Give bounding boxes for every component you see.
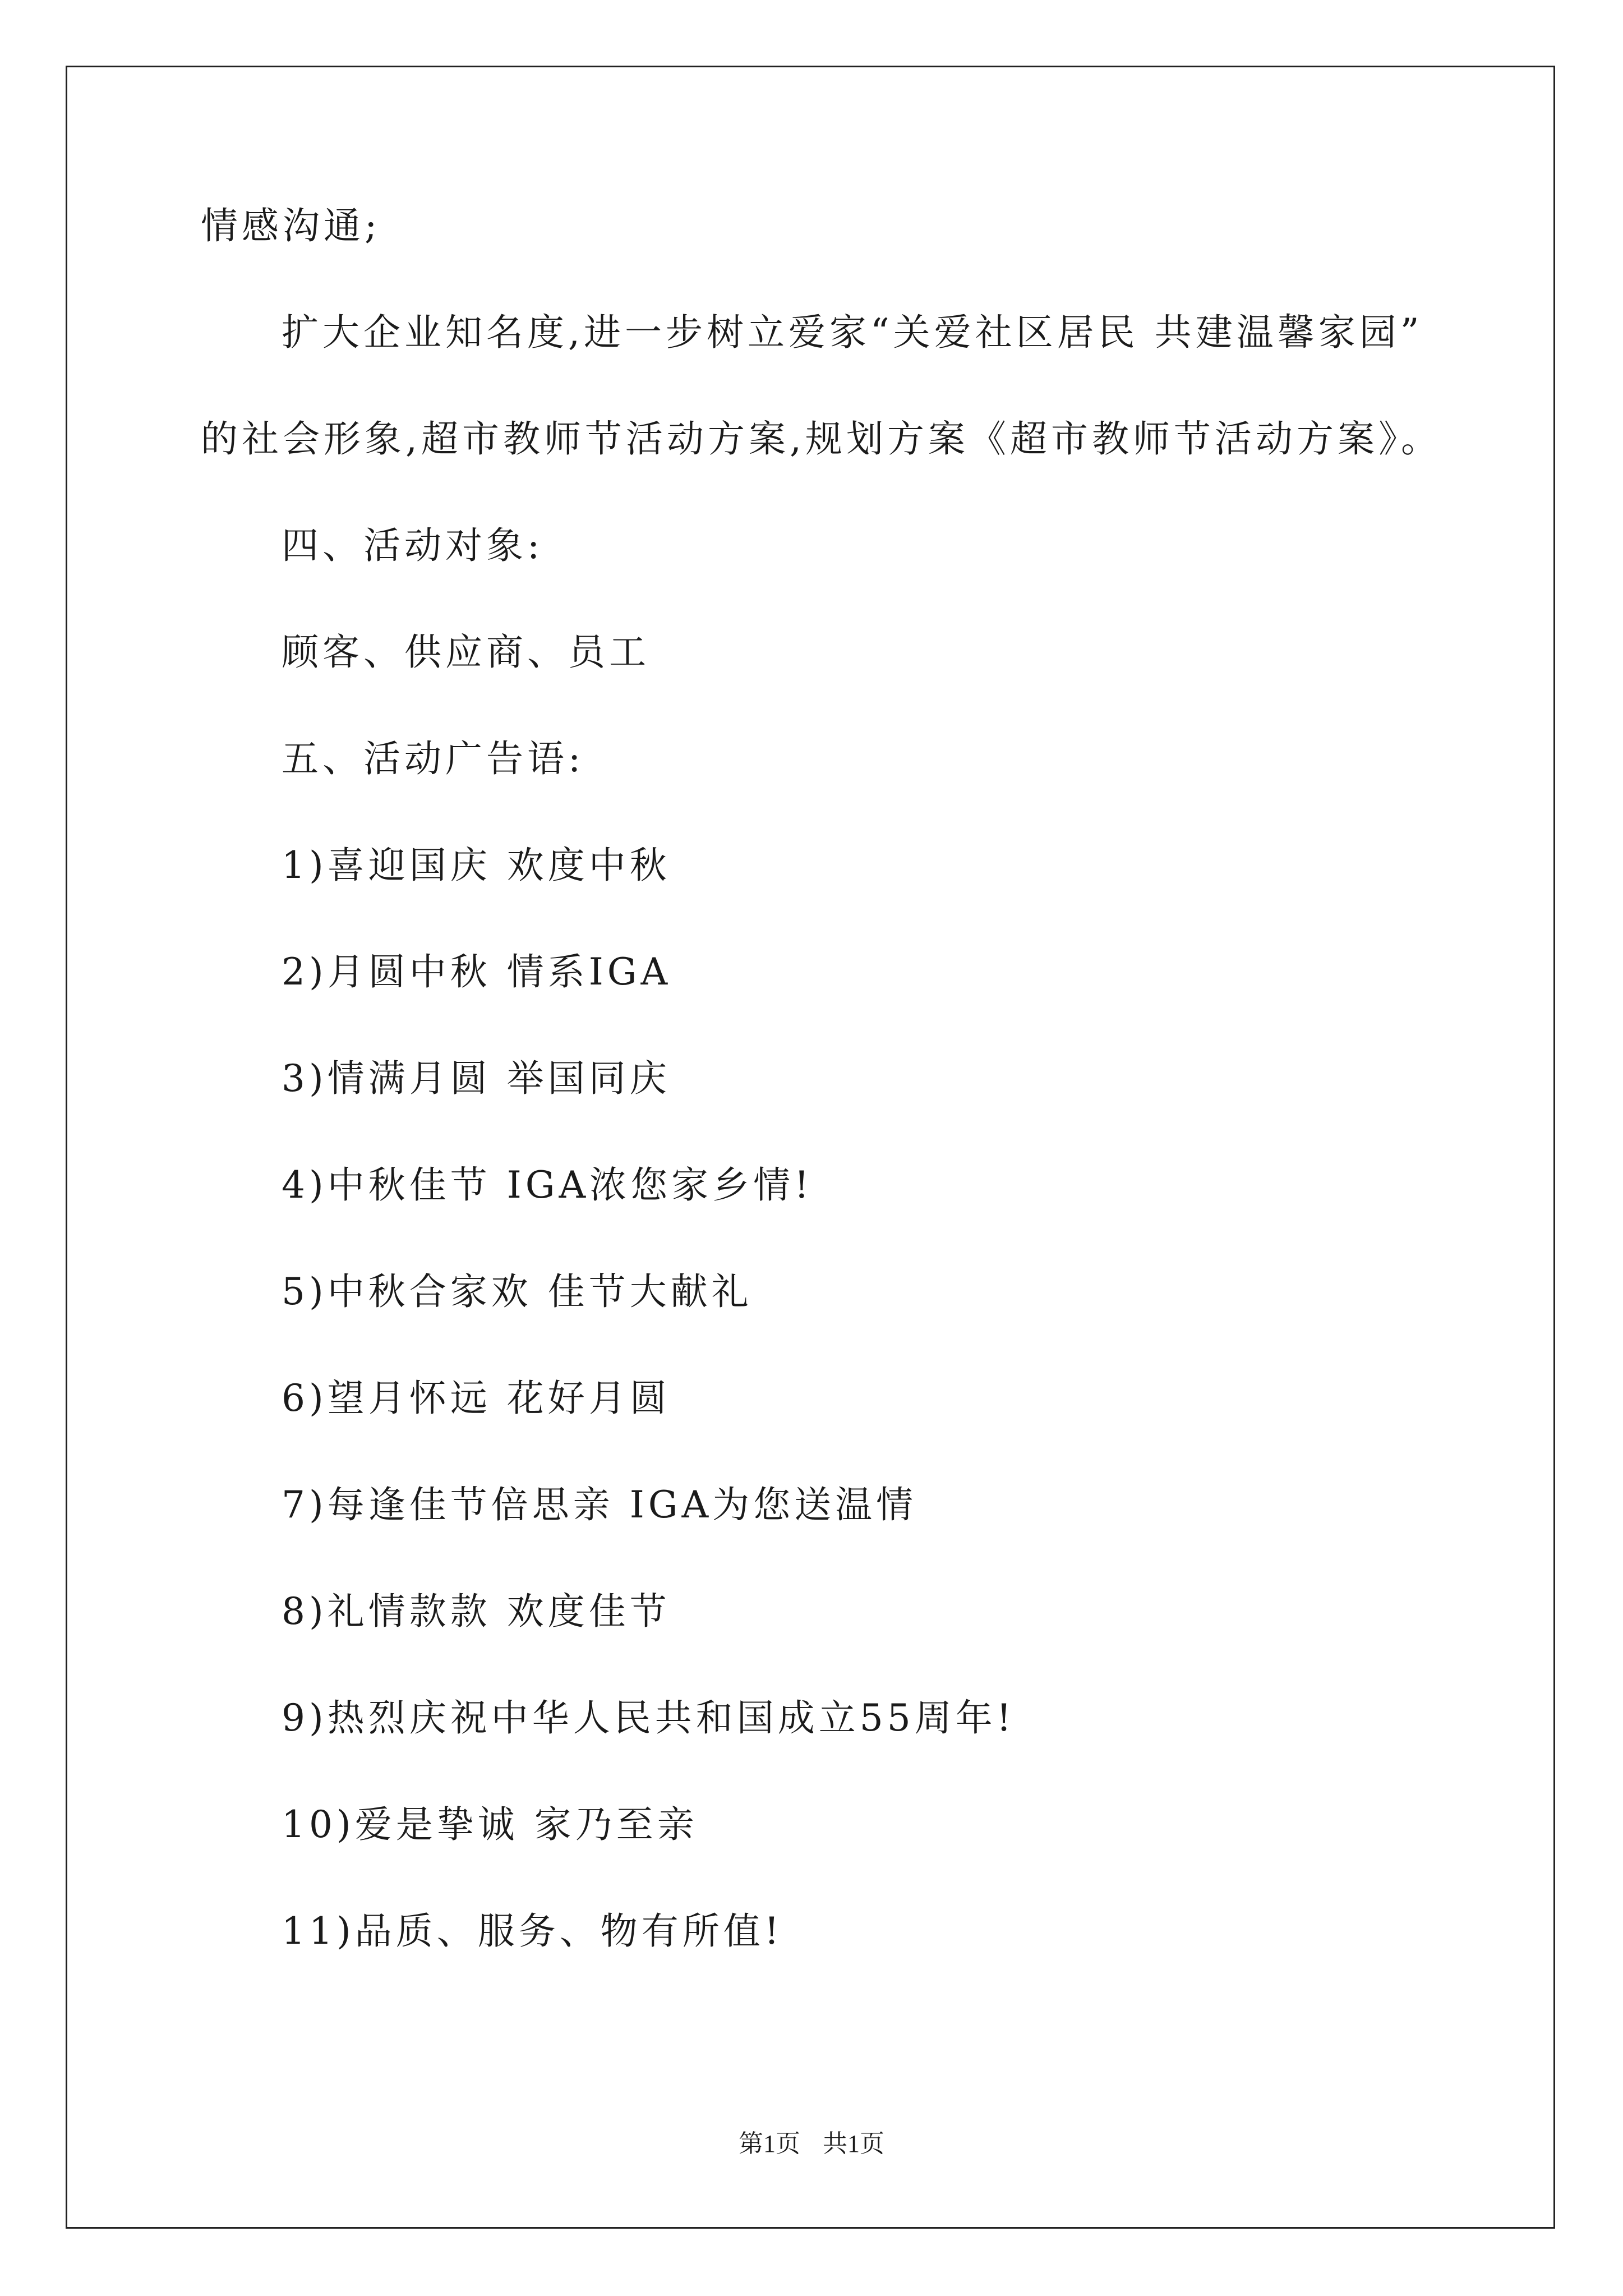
list-item: 2)月圆中秋 情系IGA: [282, 950, 672, 993]
paragraph-line: 情感沟通;: [201, 204, 381, 247]
page-border: [66, 66, 1555, 2229]
list-item: 6)望月怀远 花好月圆: [282, 1377, 671, 1420]
list-item: 5)中秋合家欢 佳节大献礼: [282, 1270, 753, 1313]
page-number-total: 共1页: [823, 2130, 884, 2157]
paragraph-line: 扩大企业知名度,进一步树立爱家“关爱社区居民 共建温馨家园”: [282, 311, 1423, 354]
section-heading: 五、活动广告语:: [282, 737, 585, 780]
paragraph-line: 顾客、供应商、员工: [282, 631, 650, 674]
list-item: 9)热烈庆祝中华人民共和国成立55周年!: [282, 1696, 1016, 1740]
section-heading: 四、活动对象:: [282, 524, 544, 567]
page-footer: [0, 2131, 1623, 2157]
list-item: 4)中秋佳节 IGA浓您家乡情!: [282, 1163, 813, 1207]
list-item: 10)爱是挚诚 家乃至亲: [282, 1803, 698, 1846]
list-item: 1)喜迎国庆 欢度中秋: [282, 844, 671, 887]
list-item: 7)每逢佳节倍思亲 IGA为您送温情: [282, 1483, 917, 1526]
list-item: 8)礼情款款 欢度佳节: [282, 1590, 671, 1633]
list-item: 11)品质、服务、物有所值!: [282, 1910, 783, 1953]
page-number-current: 第1页: [739, 2130, 800, 2157]
paragraph-line: 的社会形象,超市教师节活动方案,规划方案《超市教师节活动方案》。: [201, 417, 1442, 461]
list-item: 3)情满月圆 举国同庆: [282, 1057, 671, 1100]
